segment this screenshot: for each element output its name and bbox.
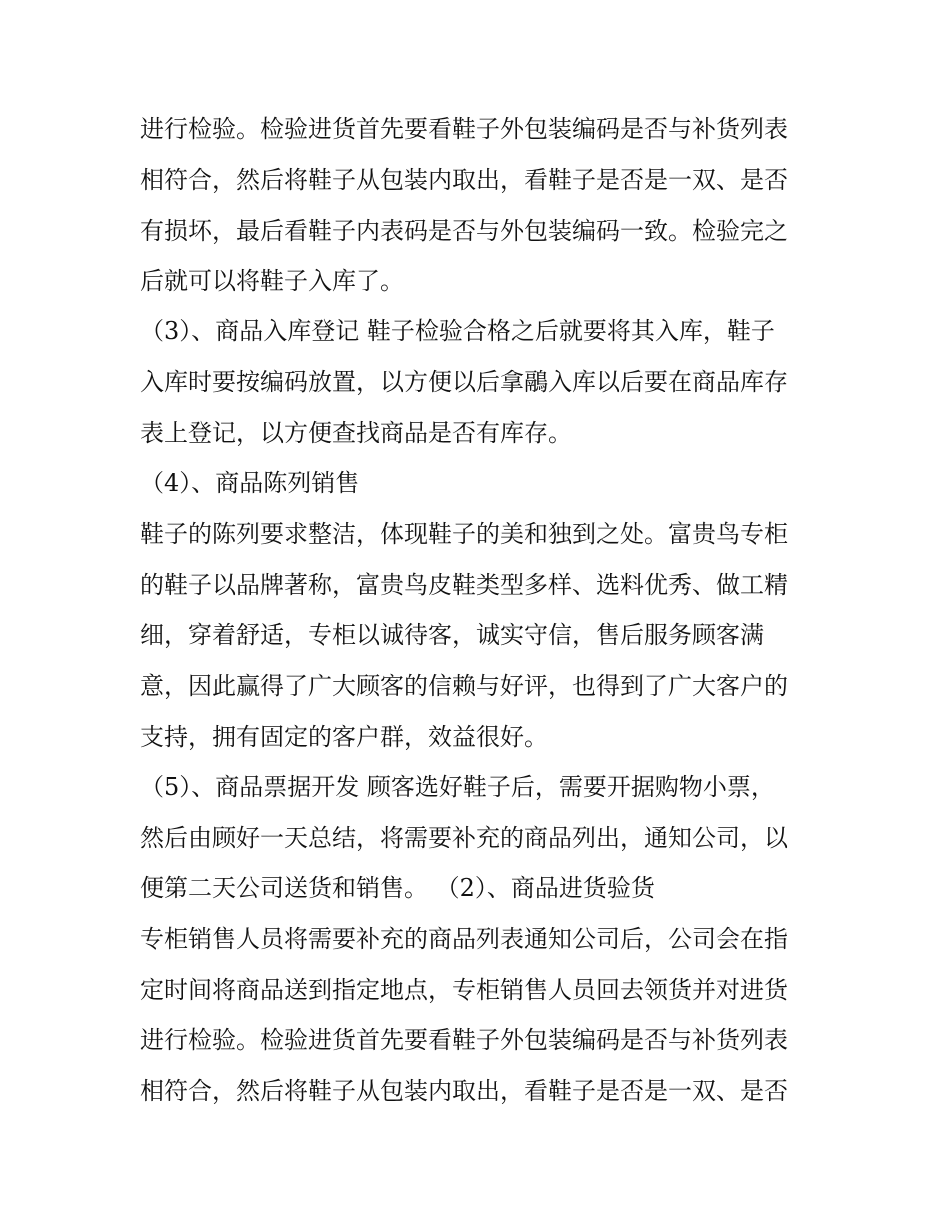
text-line: 支持，拥有固定的客户群，效益很好。 bbox=[140, 723, 548, 751]
text-line: 有损坏，最后看鞋子内表码是否与外包装编码一致。检验完之 bbox=[140, 217, 788, 245]
text-line: 然后由顾好一天总结，将需要补充的商品列出，通知公司，以 bbox=[140, 824, 788, 852]
text-line: 后就可以将鞋子入库了。 bbox=[140, 267, 404, 295]
text-line: 细，穿着舒适，专柜以诚待客，诚实守信，售后服务顾客满 bbox=[140, 621, 764, 649]
text-line: 便第二天公司送货和销售。 （2）、商品进货验货 bbox=[140, 874, 655, 902]
text-line: 意，因此赢得了广大顾客的信赖与好评，也得到了广大客户的 bbox=[140, 672, 788, 700]
text-line: 的鞋子以品牌著称，富贵鸟皮鞋类型多样、选料优秀、做工精 bbox=[140, 571, 788, 599]
section-heading-3: （3）、商品入库登记 鞋子检验合格之后就要将其入库，鞋子 bbox=[140, 317, 775, 345]
section-heading-4: （4）、商品陈列销售 bbox=[140, 469, 360, 497]
text-line: 表上登记，以方便查找商品是否有库存。 bbox=[140, 419, 572, 447]
text-line: 定时间将商品送到指定地点，专柜销售人员回去领货并对进货 bbox=[140, 976, 788, 1004]
section-heading-5: （5）、商品票据开发 顾客选好鞋子后，需要开据购物小票， bbox=[140, 773, 775, 801]
text-line: 相符合，然后将鞋子从包装内取出，看鞋子是否是一双、是否 bbox=[140, 1077, 788, 1105]
text-line: 相符合，然后将鞋子从包装内取出，看鞋子是否是一双、是否 bbox=[140, 166, 788, 194]
text-line: 鞋子的陈列要求整洁，体现鞋子的美和独到之处。富贵鸟专柜 bbox=[140, 520, 788, 548]
text-line: 入库时要按编码放置，以方便以后拿鷊入库以后要在商品库存 bbox=[140, 368, 788, 396]
text-line: 专柜销售人员将需要补充的商品列表通知公司后，公司会在指 bbox=[140, 925, 788, 953]
text-line: 进行检验。检验进货首先要看鞋子外包装编码是否与补货列表 bbox=[140, 1026, 788, 1054]
text-line: 进行检验。检验进货首先要看鞋子外包装编码是否与补货列表 bbox=[140, 115, 788, 143]
